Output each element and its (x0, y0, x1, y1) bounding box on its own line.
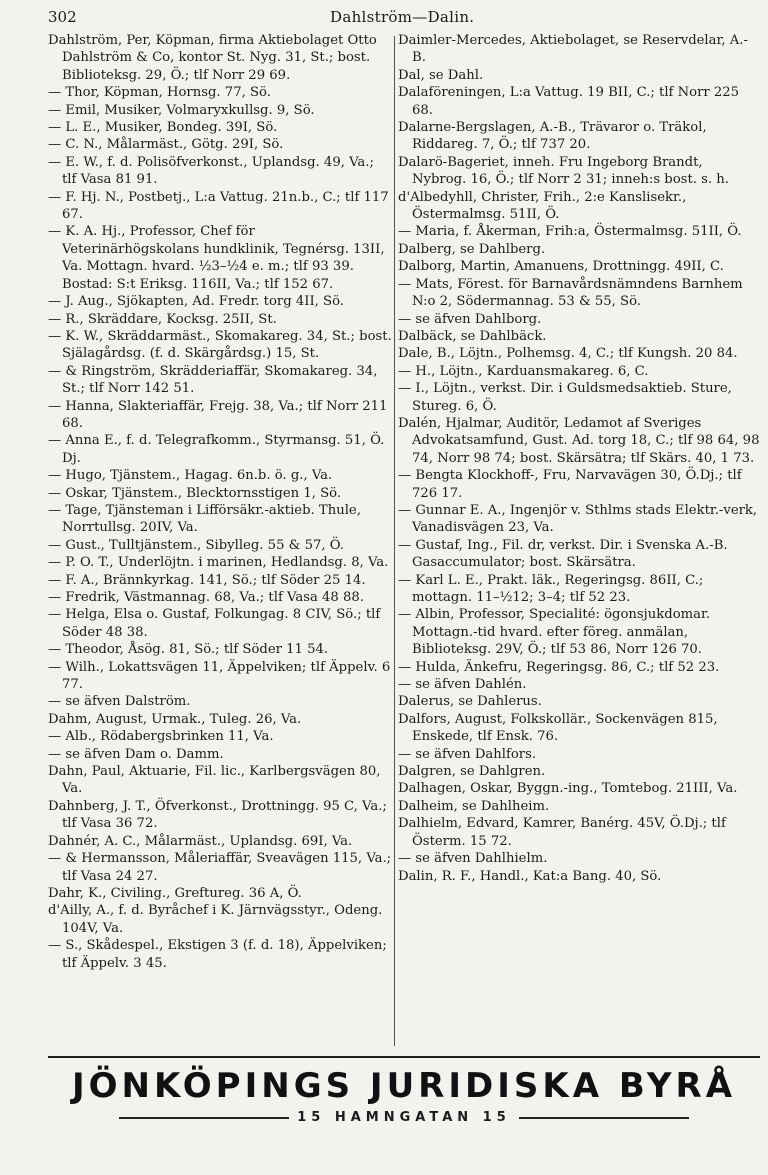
directory-entry: Dalin, R. F., Handl., Kat:a Bang. 40, Sö. (398, 868, 662, 884)
directory-entry: — se äfven Dahlén. (398, 677, 527, 693)
directory-entry: — Emil, Musiker, Volmaryxkullsg. 9, Sö. (48, 102, 315, 118)
directory-entry: — I., Löjtn., verkst. Dir. i Guldsmedsaktieb. Sture, Stureg. 6, Ö. (398, 381, 732, 414)
directory-entry: — se äfven Dahlborg. (398, 311, 542, 327)
directory-entry: Dalheim, se Dahlheim. (398, 798, 550, 814)
directory-entry: — Maria, f. Åkerman, Frih:a, Östermalmsg. 51II, Ö. (398, 224, 742, 240)
directory-entry: Dalaföreningen, L:a Vattug. 19 BII, C.; tlf Norr 225 68. (398, 85, 740, 118)
directory-entry: — Helga, Elsa o. Gustaf, Folkungag. 8 CIV, Sö.; tlf Söder 48 38. (48, 607, 381, 640)
directory-entry: Dalhagen, Oskar, Byggn.-ing., Tomtebog. 21III, Va. (398, 781, 738, 797)
directory-entry: — se äfven Dalström. (48, 694, 191, 710)
directory-entry: Dalerus, se Dahlerus. (398, 694, 542, 710)
directory-entry: — Karl L. E., Prakt. läk., Regeringsg. 86II, C.; mottagn. 11–½12; 3–4; tlf 52 23. (398, 572, 704, 605)
directory-entry: Dalgren, se Dahlgren. (398, 764, 546, 780)
directory-entry: — L. E., Musiker, Bondeg. 39I, Sö. (48, 120, 278, 136)
directory-entry: Dalhielm, Edvard, Kamrer, Banérg. 45V, Ö.Dj.; tlf Österm. 15 72. (398, 816, 726, 849)
directory-entry: — Hugo, Tjänstem., Hagag. 6n.b. ö. g., Va. (48, 468, 333, 484)
directory-entry: Dalén, Hjalmar, Auditör, Ledamot af Sveriges Advokatsamfund, Gust. Ad. torg 18, C.; tlf 98 64, 98 74, Norr 98 74; bost. Skärsätra; tlf Skärs. 40, 1 73. (398, 415, 760, 466)
directory-entry: — Albin, Professor, Specialité: ögonsjukdomar. Mottagn.-tid hvard. efter föreg. anmälan, Biblioteksg. 29V, Ö.; tlf 53 86, Norr 126 70. (398, 607, 711, 658)
directory-entry: — Fredrik, Västmannag. 68, Va.; tlf Vasa 48 88. (48, 590, 364, 605)
directory-entry: — Thor, Köpman, Hornsg. 77, Sö. (48, 85, 271, 101)
column-divider (394, 36, 395, 1046)
directory-entry: — C. N., Målarmäst., Götg. 29I, Sö. (48, 137, 284, 153)
directory-entry: Dahnberg, J. T., Öfverkonst., Drottningg. 95 C, Va.; tlf Vasa 36 72. (48, 798, 387, 832)
directory-entry: Dalberg, se Dahlberg. (398, 241, 546, 257)
directory-entry: d'Ailly, A., f. d. Byråchef i K. Järnvägsstyr., Odeng. 104V, Va. (48, 903, 383, 936)
directory-entry: Dahlström, Per, Köpman, firma Aktiebolaget Otto Dahlström & Co, kontor St. Nyg. 31, St.; bost. Biblioteksg. 29, Ö.; tlf Norr 29 69. (48, 33, 377, 83)
directory-entry: Dalarö-Bageriet, inneh. Fru Ingeborg Brandt, Nybrog. 16, Ö.; tlf Norr 2 31; inneh:s bost. s. h. (398, 154, 729, 188)
directory-entry: Dahn, Paul, Aktuarie, Fil. lic., Karlbergsvägen 80, Va. (48, 764, 381, 797)
directory-entry: — Oskar, Tjänstem., Blecktornsstigen 1, Sö. (48, 485, 342, 501)
directory-entry: — R., Skräddare, Kocksg. 25II, St. (48, 311, 277, 327)
directory-entry: Dalbäck, se Dahlbäck. (398, 328, 547, 344)
directory-entry: — F. Hj. N., Postbetj., L:a Vattug. 21n.b., C.; tlf 117 67. (48, 189, 389, 223)
directory-entry: — Hulda, Änkefru, Regeringsg. 86, C.; tlf 52 23. (398, 659, 720, 675)
directory-entry: — Gust., Tulltjänstem., Sibylleg. 55 & 57, Ö. (48, 537, 344, 553)
right-column (398, 32, 760, 1044)
directory-entry: — & Hermansson, Måleriaffär, Sveavägen 115, Va.; tlf Vasa 24 27. (48, 851, 392, 884)
directory-entry: Dalfors, August, Folkskollär., Sockenvägen 815, Enskede, tlf Ensk. 76. (398, 711, 718, 745)
banner-address: 15 HAMNGATAN 15 (297, 1110, 511, 1125)
directory-entry: — K. W., Skräddarmäst., Skomakareg. 34, St.; bost. Själagårdsg. (f. d. Skärgårdsg.) 15, St. (48, 328, 392, 362)
directory-entry: Dahnér, A. C., Målarmäst., Uplandsg. 69I, Va. (48, 833, 353, 849)
directory-entry: — Gustaf, Ing., Fil. dr, verkst. Dir. i Svenska A.-B. Gasaccumulator; bost. Skärsätra. (398, 537, 728, 571)
directory-entry: — E. W., f. d. Polisöfverkonst., Uplandsg. 49, Va.; tlf Vasa 81 91. (48, 154, 374, 188)
directory-entry: — Hanna, Slakteriaffär, Frejg. 38, Va.; tlf Norr 211 68. (48, 398, 388, 431)
directory-entry: Dalborg, Martin, Amanuens, Drottningg. 49II, C. (398, 259, 724, 275)
directory-entry: — Wilh., Lokattsvägen 11, Äppelviken; tlf Äppelv. 6 77. (48, 659, 391, 693)
directory-entry: — Theodor, Åsög. 81, Sö.; tlf Söder 11 54. (48, 642, 329, 658)
directory-entry: — P. O. T., Underlöjtn. i marinen, Hedlandsg. 8, Va. (48, 555, 389, 571)
page-header (0, 8, 768, 30)
banner-title: JÖNKÖPINGS JURIDISKA BYRÅ (71, 1066, 737, 1106)
directory-entry: Dale, B., Löjtn., Polhemsg. 4, C.; tlf Kungsh. 20 84. (398, 346, 738, 362)
address-rule-right (519, 1117, 689, 1119)
directory-entry: — S., Skådespel., Ekstigen 3 (f. d. 18), Äppelviken; tlf Äppelv. 3 45. (48, 938, 387, 971)
running-title: Dahlström—Dalin. (330, 8, 475, 26)
directory-entry: Dahm, August, Urmak., Tuleg. 26, Va. (48, 711, 302, 727)
directory-entry: — Gunnar E. A., Ingenjör v. Sthlms stads Elektr.-verk, Vanadisvägen 23, Va. (398, 502, 758, 536)
directory-entry: — Tage, Tjänsteman i Lifförsäkr.-aktieb. Thule, Norrtullsg. 20IV, Va. (48, 502, 361, 536)
advertisement-banner (48, 1056, 760, 1156)
directory-entry: — Mats, Förest. för Barnavårdsnämndens Barnhem N:o 2, Södermannag. 53 & 55, Sö. (398, 276, 743, 310)
directory-entry: d'Albedyhll, Christer, Frih., 2:e Kanslisekr., Östermalmsg. 51II, Ö. (398, 189, 687, 223)
directory-entry: — F. A., Brännkyrkag. 141, Sö.; tlf Söder 25 14. (48, 572, 366, 588)
directory-entry: — K. A. Hj., Professor, Chef för Veterinärhögskolans hundklinik, Tegnérsg. 13II, Va. Mottagn. hvard. ½3–½4 e. m.; tlf 93 39. Bostad: S:t Eriksg. 116II, Va.; tlf 152 67. (48, 224, 385, 292)
banner-rule (48, 1056, 760, 1058)
banner-address-row (48, 1110, 760, 1125)
directory-entry: — se äfven Dahlfors. (398, 746, 537, 762)
directory-entry: — Alb., Rödabergsbrinken 11, Va. (48, 729, 274, 745)
directory-entry: — Anna E., f. d. Telegrafkomm., Styrmansg. 51, Ö. Dj. (48, 433, 385, 466)
directory-entry: — & Ringström, Skrädderiaffär, Skomakareg. 34, St.; tlf Norr 142 51. (48, 363, 378, 397)
directory-entry: Dalarne-Bergslagen, A.-B., Trävaror o. Träkol, Riddareg. 7, Ö.; tlf 737 20. (398, 120, 707, 153)
directory-entry: — se äfven Dahlhielm. (398, 851, 548, 867)
left-column (48, 32, 392, 1044)
directory-entry: Daimler-Mercedes, Aktiebolaget, se Reservdelar, A.-B. (398, 33, 748, 66)
directory-entry: — H., Löjtn., Karduansmakareg. 6, C. (398, 363, 649, 379)
directory-entry: Dahr, K., Civiling., Greftureg. 36 A, Ö. (48, 885, 302, 901)
address-rule-left (119, 1117, 289, 1119)
directory-entry: Dal, se Dahl. (398, 67, 484, 83)
directory-entry: — Bengta Klockhoff-, Fru, Narvavägen 30, Ö.Dj.; tlf 726 17. (398, 468, 742, 501)
directory-entry: — J. Aug., Sjökapten, Ad. Fredr. torg 4II, Sö. (48, 294, 344, 310)
page-number: 302 (48, 8, 77, 26)
directory-entry: — se äfven Dam o. Damm. (48, 746, 224, 762)
